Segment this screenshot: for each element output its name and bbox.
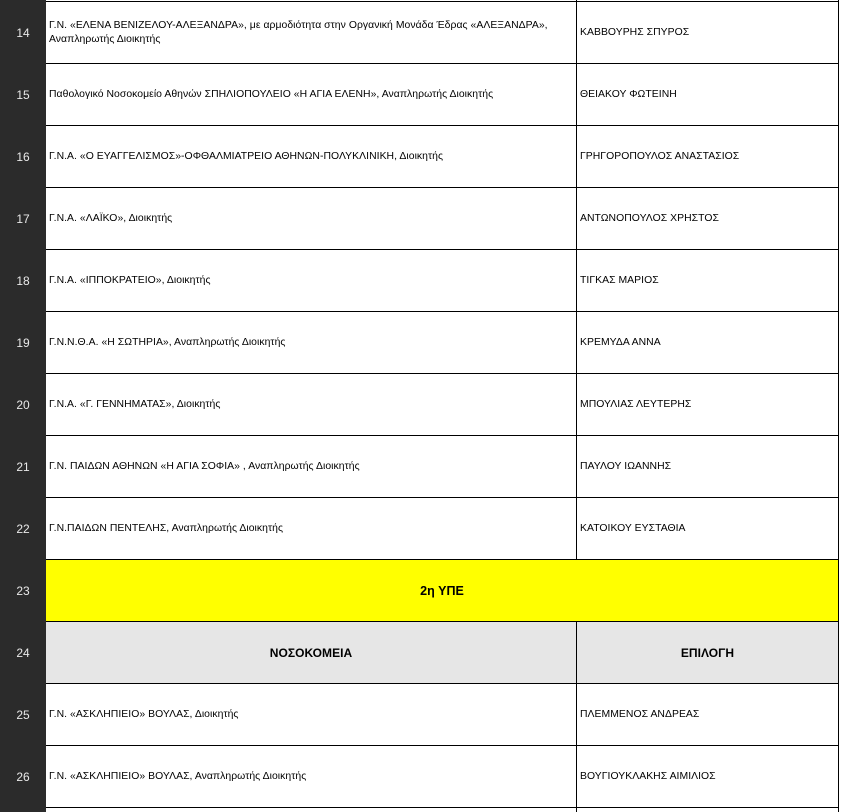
header-row bbox=[0, 622, 844, 684]
hospital-cell[interactable] bbox=[46, 808, 577, 812]
row-number[interactable]: 14 bbox=[16, 26, 30, 40]
choice-cell[interactable]: ΚΑΤΟΙΚΟΥ ΕΥΣΤΑΘΙΑ bbox=[577, 498, 839, 560]
row-number[interactable]: 23 bbox=[16, 584, 30, 598]
hospital-cell[interactable]: Γ.Ν.Α. «ΛΑΪΚΟ», Διοικητής bbox=[46, 188, 577, 250]
table-row bbox=[0, 684, 844, 746]
hospital-cell[interactable]: Γ.Ν. «ΑΣΚΛΗΠΙΕΙΟ» ΒΟΥΛΑΣ, Αναπληρωτής Διοικητής bbox=[46, 746, 577, 808]
choice-cell[interactable]: ΜΠΟΥΛΙΑΣ ΛΕΥΤΕΡΗΣ bbox=[577, 374, 839, 436]
row-number[interactable]: 26 bbox=[16, 770, 30, 784]
row-number[interactable]: 22 bbox=[16, 522, 30, 536]
table-row bbox=[0, 64, 844, 126]
choice-cell[interactable]: ΚΑΒΒΟΥΡΗΣ ΣΠΥΡΟΣ bbox=[577, 2, 839, 64]
section-title-cell[interactable]: 2η ΥΠΕ bbox=[46, 560, 839, 622]
hospital-cell[interactable]: Γ.Ν. ΠΑΙΔΩΝ ΑΘΗΝΩΝ «Η ΑΓΙΑ ΣΟΦΙΑ» , Αναπληρωτής Διοικητής bbox=[46, 436, 577, 498]
hospital-cell[interactable]: Γ.Ν.Α. «ΙΠΠΟΚΡΑΤΕΙΟ», Διοικητής bbox=[46, 250, 577, 312]
hospital-cell[interactable]: Γ.Ν.ΠΑΙΔΩΝ ΠΕΝΤΕΛΗΣ, Αναπληρωτής Διοικητής bbox=[46, 498, 577, 560]
row-number[interactable]: 16 bbox=[16, 150, 30, 164]
hospital-cell[interactable]: Παθολογικό Νοσοκομείο Αθηνών ΣΠΗΛΙΟΠΟΥΛΕΙΟ «Η ΑΓΙΑ ΕΛΕΝΗ», Αναπληρωτής Διοικητής bbox=[46, 64, 577, 126]
row-number[interactable]: 15 bbox=[16, 88, 30, 102]
hospital-cell[interactable]: Γ.Ν.Α. «Ο ΕΥΑΓΓΕΛΙΣΜΟΣ»-ΟΦΘΑΛΜΙΑΤΡΕΙΟ ΑΘΗΝΩΝ-ΠΟΛΥΚΛΙΝΙΚΗ, Διοικητής bbox=[46, 126, 577, 188]
row-number[interactable]: 24 bbox=[16, 646, 30, 660]
choice-cell[interactable]: ΚΡΕΜΥΔΑ ΑΝΝΑ bbox=[577, 312, 839, 374]
section-row bbox=[0, 560, 844, 622]
choice-cell[interactable]: ΠΛΕΜΜΕΝΟΣ ΑΝΔΡΕΑΣ bbox=[577, 684, 839, 746]
table-row bbox=[0, 498, 844, 560]
row-number[interactable]: 17 bbox=[16, 212, 30, 226]
table-row bbox=[0, 436, 844, 498]
choice-cell[interactable]: ΠΑΥΛΟΥ ΙΩΑΝΝΗΣ bbox=[577, 436, 839, 498]
row-number[interactable]: 19 bbox=[16, 336, 30, 350]
table-row bbox=[0, 126, 844, 188]
row-number[interactable]: 18 bbox=[16, 274, 30, 288]
column-header-hospitals[interactable]: ΝΟΣΟΚΟΜΕΙΑ bbox=[46, 622, 577, 684]
table-row bbox=[0, 188, 844, 250]
choice-cell[interactable]: ΘΕΙΑΚΟΥ ΦΩΤΕΙΝΗ bbox=[577, 64, 839, 126]
choice-cell[interactable]: ΓΡΗΓΟΡΟΠΟΥΛΟΣ ΑΝΑΣΤΑΣΙΟΣ bbox=[577, 126, 839, 188]
hospital-cell[interactable]: Γ.Ν. «ΕΛΕΝΑ ΒΕΝΙΖΕΛΟΥ-ΑΛΕΞΑΝΔΡΑ», με αρμοδιότητα στην Οργανική Μονάδα Έδρας «ΑΛΕΞΑΝΔΡΑ», Αναπληρωτής Διοικητής bbox=[46, 2, 577, 64]
table-row bbox=[0, 250, 844, 312]
table-row bbox=[0, 2, 844, 64]
row-number[interactable]: 25 bbox=[16, 708, 30, 722]
choice-cell[interactable]: ΒΟΥΓΙΟΥΚΛΑΚΗΣ ΑΙΜΙΛΙΟΣ bbox=[577, 746, 839, 808]
choice-cell[interactable]: ΑΝΤΩΝΟΠΟΥΛΟΣ ΧΡΗΣΤΟΣ bbox=[577, 188, 839, 250]
row-number[interactable]: 21 bbox=[16, 460, 30, 474]
column-header-choice[interactable]: ΕΠΙΛΟΓΗ bbox=[577, 622, 839, 684]
hospital-cell[interactable]: Γ.Ν.Ν.Θ.Α. «Η ΣΩΤΗΡΙΑ», Αναπληρωτής Διοικητής bbox=[46, 312, 577, 374]
hospital-cell[interactable]: Γ.Ν. «ΑΣΚΛΗΠΙΕΙΟ» ΒΟΥΛΑΣ, Διοικητής bbox=[46, 684, 577, 746]
hospital-cell[interactable]: Γ.Ν.Α. «Γ. ΓΕΝΝΗΜΑΤΑΣ», Διοικητής bbox=[46, 374, 577, 436]
table-row bbox=[0, 374, 844, 436]
table-row bbox=[0, 746, 844, 808]
table-row bbox=[0, 312, 844, 374]
row-number[interactable]: 20 bbox=[16, 398, 30, 412]
choice-cell[interactable] bbox=[577, 808, 839, 812]
choice-cell[interactable]: ΤΙΓΚΑΣ ΜΑΡΙΟΣ bbox=[577, 250, 839, 312]
table-row bbox=[0, 808, 844, 812]
